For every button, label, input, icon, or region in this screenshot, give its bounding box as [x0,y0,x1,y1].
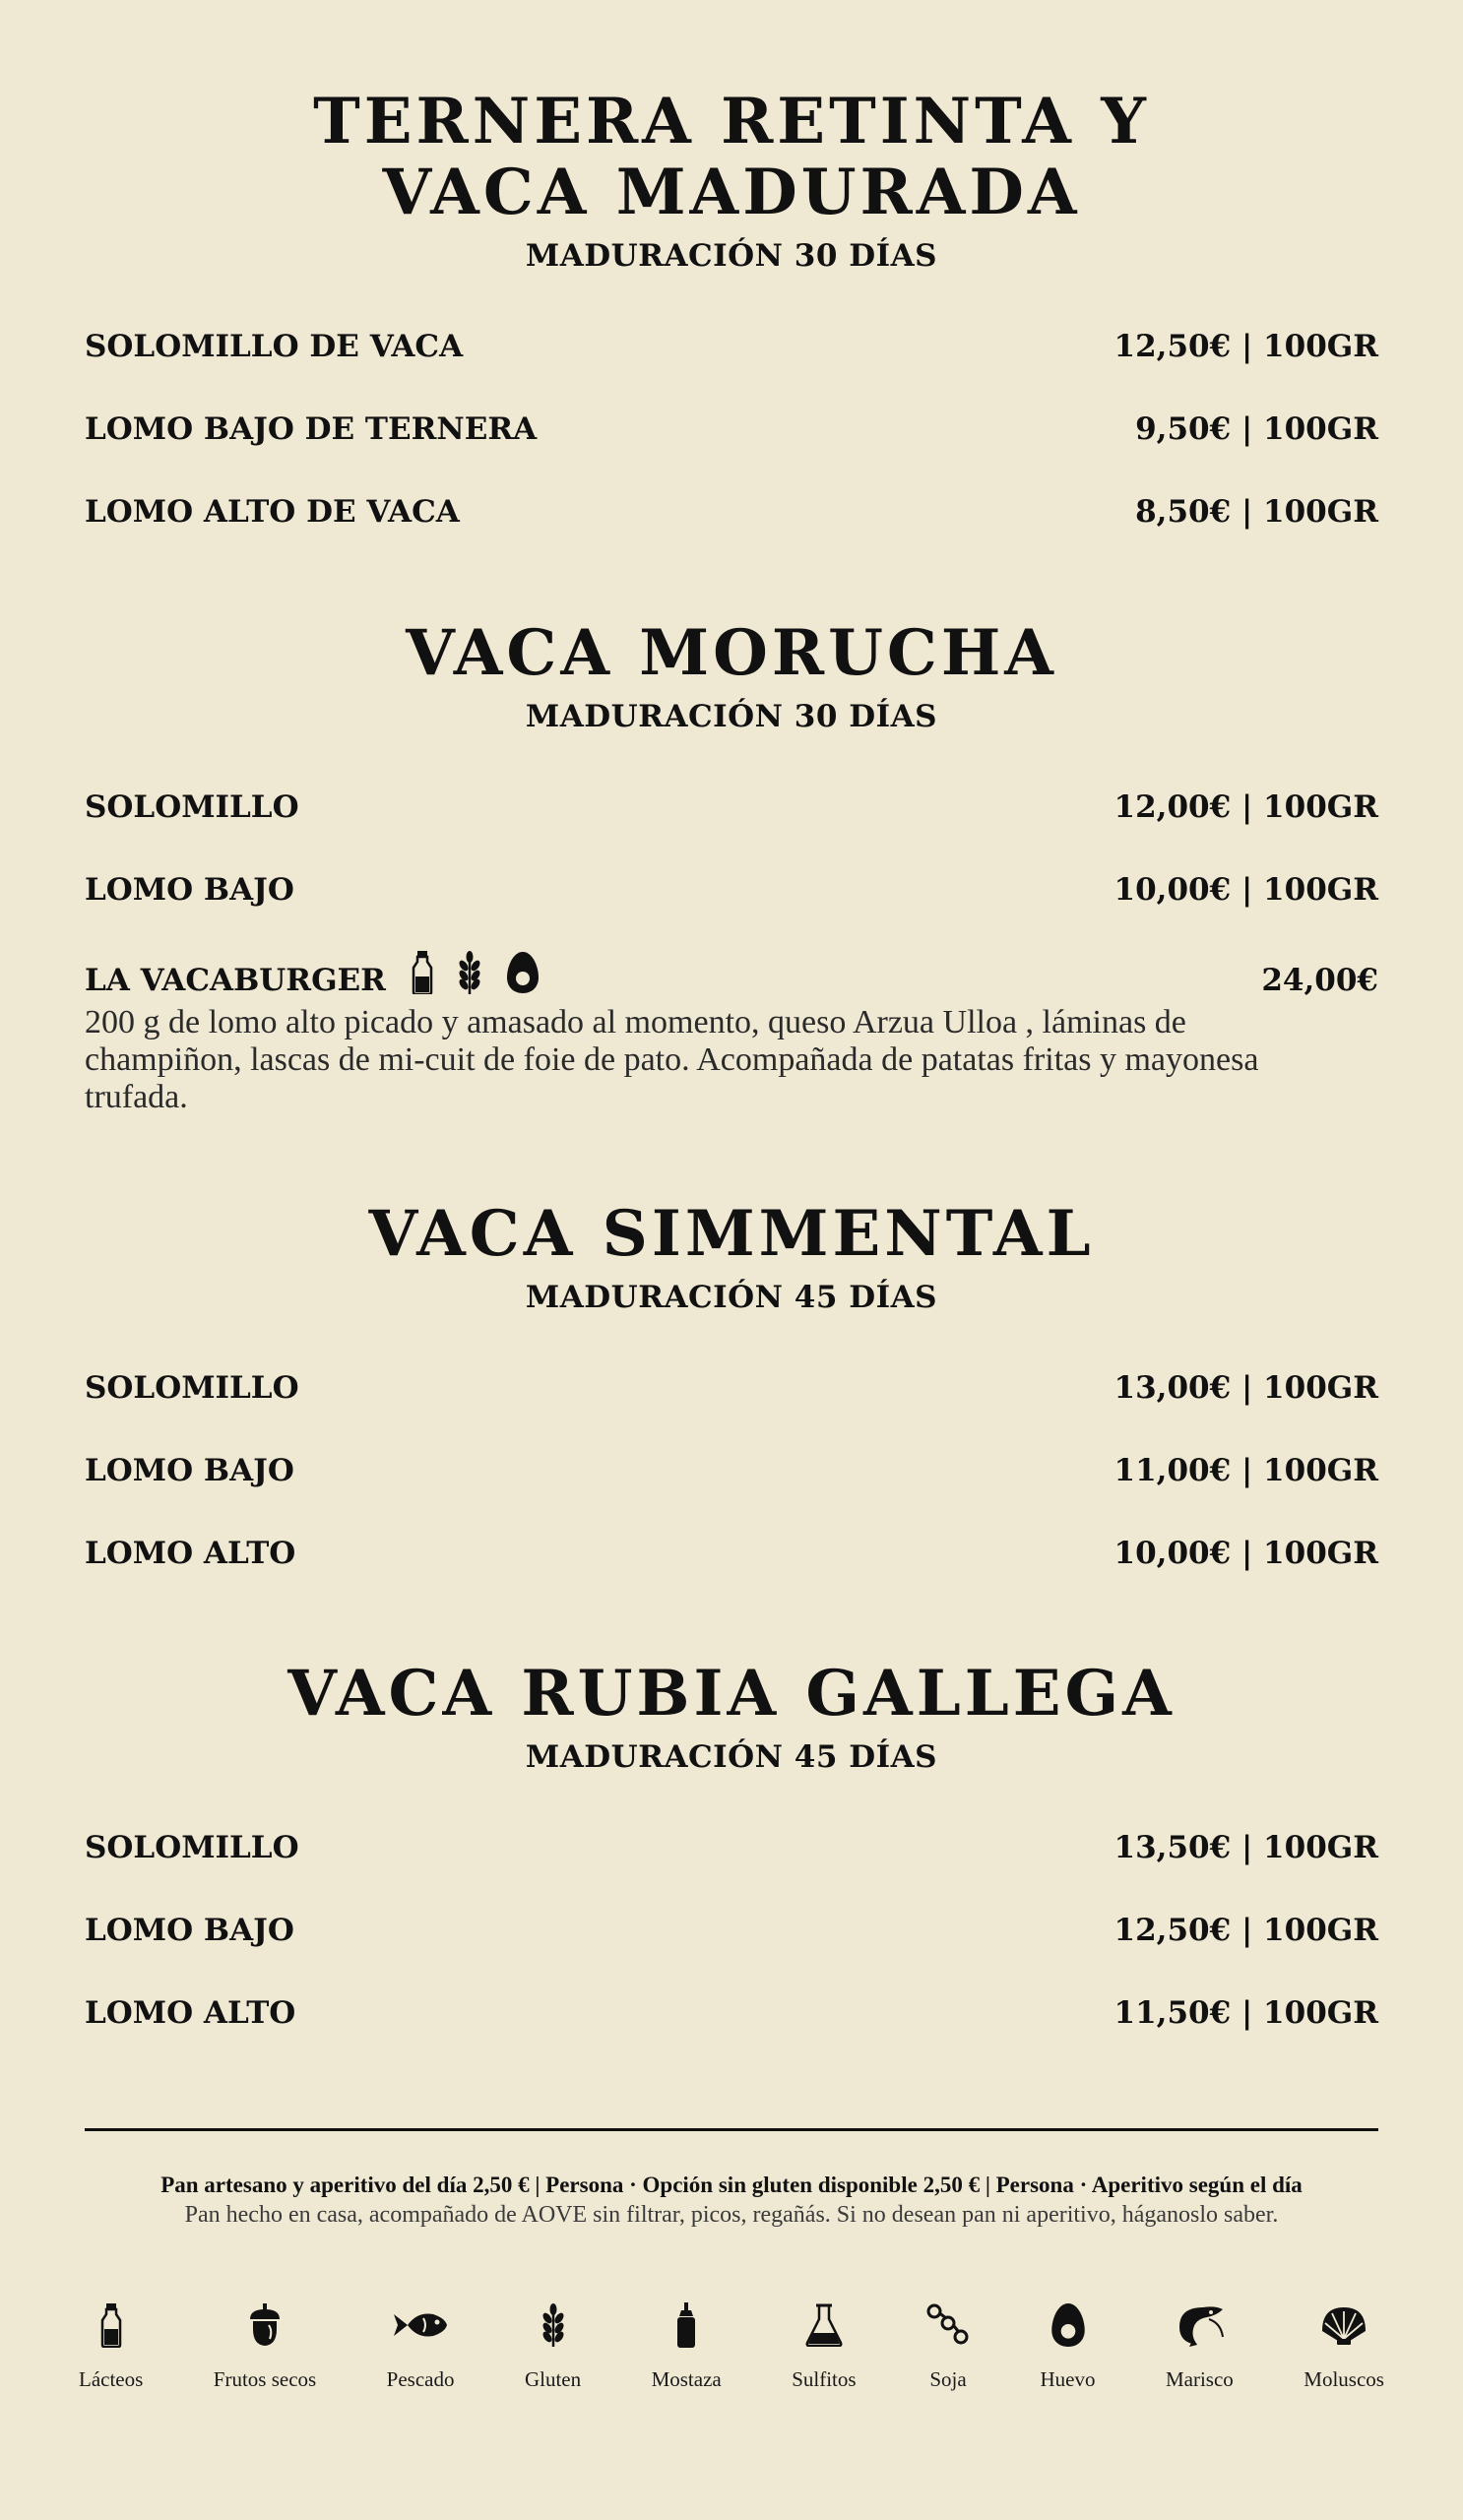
section-vaca-rubia-gallega [85,1659,1378,2054]
shell-icon [1320,2305,1368,2345]
menu-item-burger [85,931,1378,998]
menu-item [85,1889,1378,1972]
footer-divider [85,2128,1378,2131]
section-subtitle: MADURACIÓN 45 DÍAS [525,1739,938,1775]
menu-item [85,388,1378,471]
item-price: 10,00€ | 100GR [1113,872,1378,908]
item-name: LOMO ALTO [85,1995,296,2031]
menu-item [85,1512,1378,1595]
legend-item-huevo [1041,2299,1096,2392]
legend-item-marisco [1166,2299,1234,2392]
item-name: SOLOMILLO [85,1370,299,1406]
section-subtitle: MADURACIÓN 45 DÍAS [525,1280,938,1315]
fish-icon [394,2310,447,2340]
legend-label: Gluten [524,2367,582,2391]
section-subtitle: MADURACIÓN 30 DÍAS [525,238,938,274]
section-title-line1: TERNERA RETINTA Y [313,85,1150,158]
legend-item-pescado [387,2299,455,2392]
acorn-icon [248,2303,282,2347]
shrimp-icon [1174,2303,1225,2347]
legend-label: Moluscos [1304,2367,1384,2391]
milk-bottle-icon [412,951,433,994]
section-vaca-simmental [85,1199,1378,1595]
item-name: LA VACABURGER [85,963,386,998]
flask-icon [805,2303,843,2347]
legend-label: Sulfitos [792,2367,857,2391]
legend-label: Lácteos [79,2367,144,2391]
item-list [85,305,1378,553]
section-vaca-morucha [85,618,1378,1116]
legend-item-gluten [525,2299,581,2392]
menu-item [85,766,1378,849]
menu-item [85,1347,1378,1429]
menu-item [85,1429,1378,1512]
section-title: VACA SIMMENTAL [368,1197,1095,1271]
soy-icon [926,2303,970,2347]
wheat-icon [539,2302,568,2348]
legend-label: Pescado [386,2367,455,2391]
section-title: VACA MORUCHA [406,616,1057,690]
item-price: 24,00€ [1261,963,1378,998]
item-price: 12,00€ | 100GR [1113,789,1378,825]
item-list [85,1347,1378,1595]
allergen-legend [79,2299,1384,2392]
item-price: 12,50€ | 100GR [1113,1913,1378,1948]
item-price: 8,50€ | 100GR [1135,494,1378,530]
section-title-line2: VACA MADURADA [382,156,1081,229]
legend-label: Soja [929,2367,967,2391]
item-price: 13,00€ | 100GR [1113,1370,1378,1406]
menu-item [85,849,1378,931]
item-name: LOMO BAJO [85,1453,294,1488]
burger-allergens [412,951,540,998]
legend-item-soja [926,2299,970,2392]
item-name: SOLOMILLO DE VACA [85,329,464,364]
bread-detail: Pan hecho en casa, acompañado de AOVE sin filtrar, picos, regañás. Si no desean pan ni aperitivo, háganoslo saber. [184,2202,1279,2228]
item-name: LOMO ALTO [85,1536,296,1571]
section-title: VACA RUBIA GALLEGA [287,1657,1176,1731]
item-name: LOMO ALTO DE VACA [85,494,460,530]
legend-item-frutos-secos [214,2299,316,2392]
item-price: 9,50€ | 100GR [1135,411,1378,447]
menu-item [85,1972,1378,2054]
item-price: 10,00€ | 100GR [1113,1536,1378,1571]
legend-item-sulfitos [792,2299,856,2392]
legend-item-moluscos [1304,2299,1384,2392]
item-list [85,766,1378,1116]
burger-description: 200 g de lomo alto picado y amasado al momento, queso Arzua Ulloa , láminas de champiñon, lascas de mi-cuit de foie de pato. Acompañada de patatas fritas y mayonesa trufada. [85,1004,1259,1115]
mustard-bottle-icon [674,2302,698,2348]
item-price: 11,00€ | 100GR [1113,1453,1378,1488]
item-name: SOLOMILLO [85,1830,299,1865]
legend-label: Huevo [1040,2367,1096,2391]
item-name: LOMO BAJO [85,1913,294,1948]
item-name: LOMO BAJO DE TERNERA [85,411,538,447]
item-price: 12,50€ | 100GR [1113,329,1378,364]
milk-bottle-icon [100,2302,122,2348]
burger-name-group [85,951,540,998]
section-subtitle: MADURACIÓN 30 DÍAS [525,699,938,734]
legend-item-mostaza [652,2299,722,2392]
section-ternera-retinta [85,87,1378,553]
item-name: SOLOMILLO [85,789,299,825]
item-name: LOMO BAJO [85,872,294,908]
legend-label: Frutos secos [213,2367,317,2391]
item-price: 11,50€ | 100GR [1113,1995,1378,2031]
item-price: 13,50€ | 100GR [1113,1830,1378,1865]
egg-icon [506,951,540,994]
egg-icon [1050,2302,1086,2348]
section-title [85,87,1378,228]
legend-item-lacteos [79,2299,143,2392]
legend-label: Marisco [1165,2367,1234,2391]
item-list [85,1806,1378,2054]
wheat-icon [455,951,484,994]
menu-item [85,305,1378,388]
legend-label: Mostaza [651,2367,722,2391]
menu-item [85,1806,1378,1889]
footer [85,2128,1378,2230]
menu-item [85,471,1378,553]
bread-note: Pan artesano y aperitivo del día 2,50 € | Persona · Opción sin gluten disponible 2,50 € | Persona · Aperitivo según el día [160,2173,1303,2197]
